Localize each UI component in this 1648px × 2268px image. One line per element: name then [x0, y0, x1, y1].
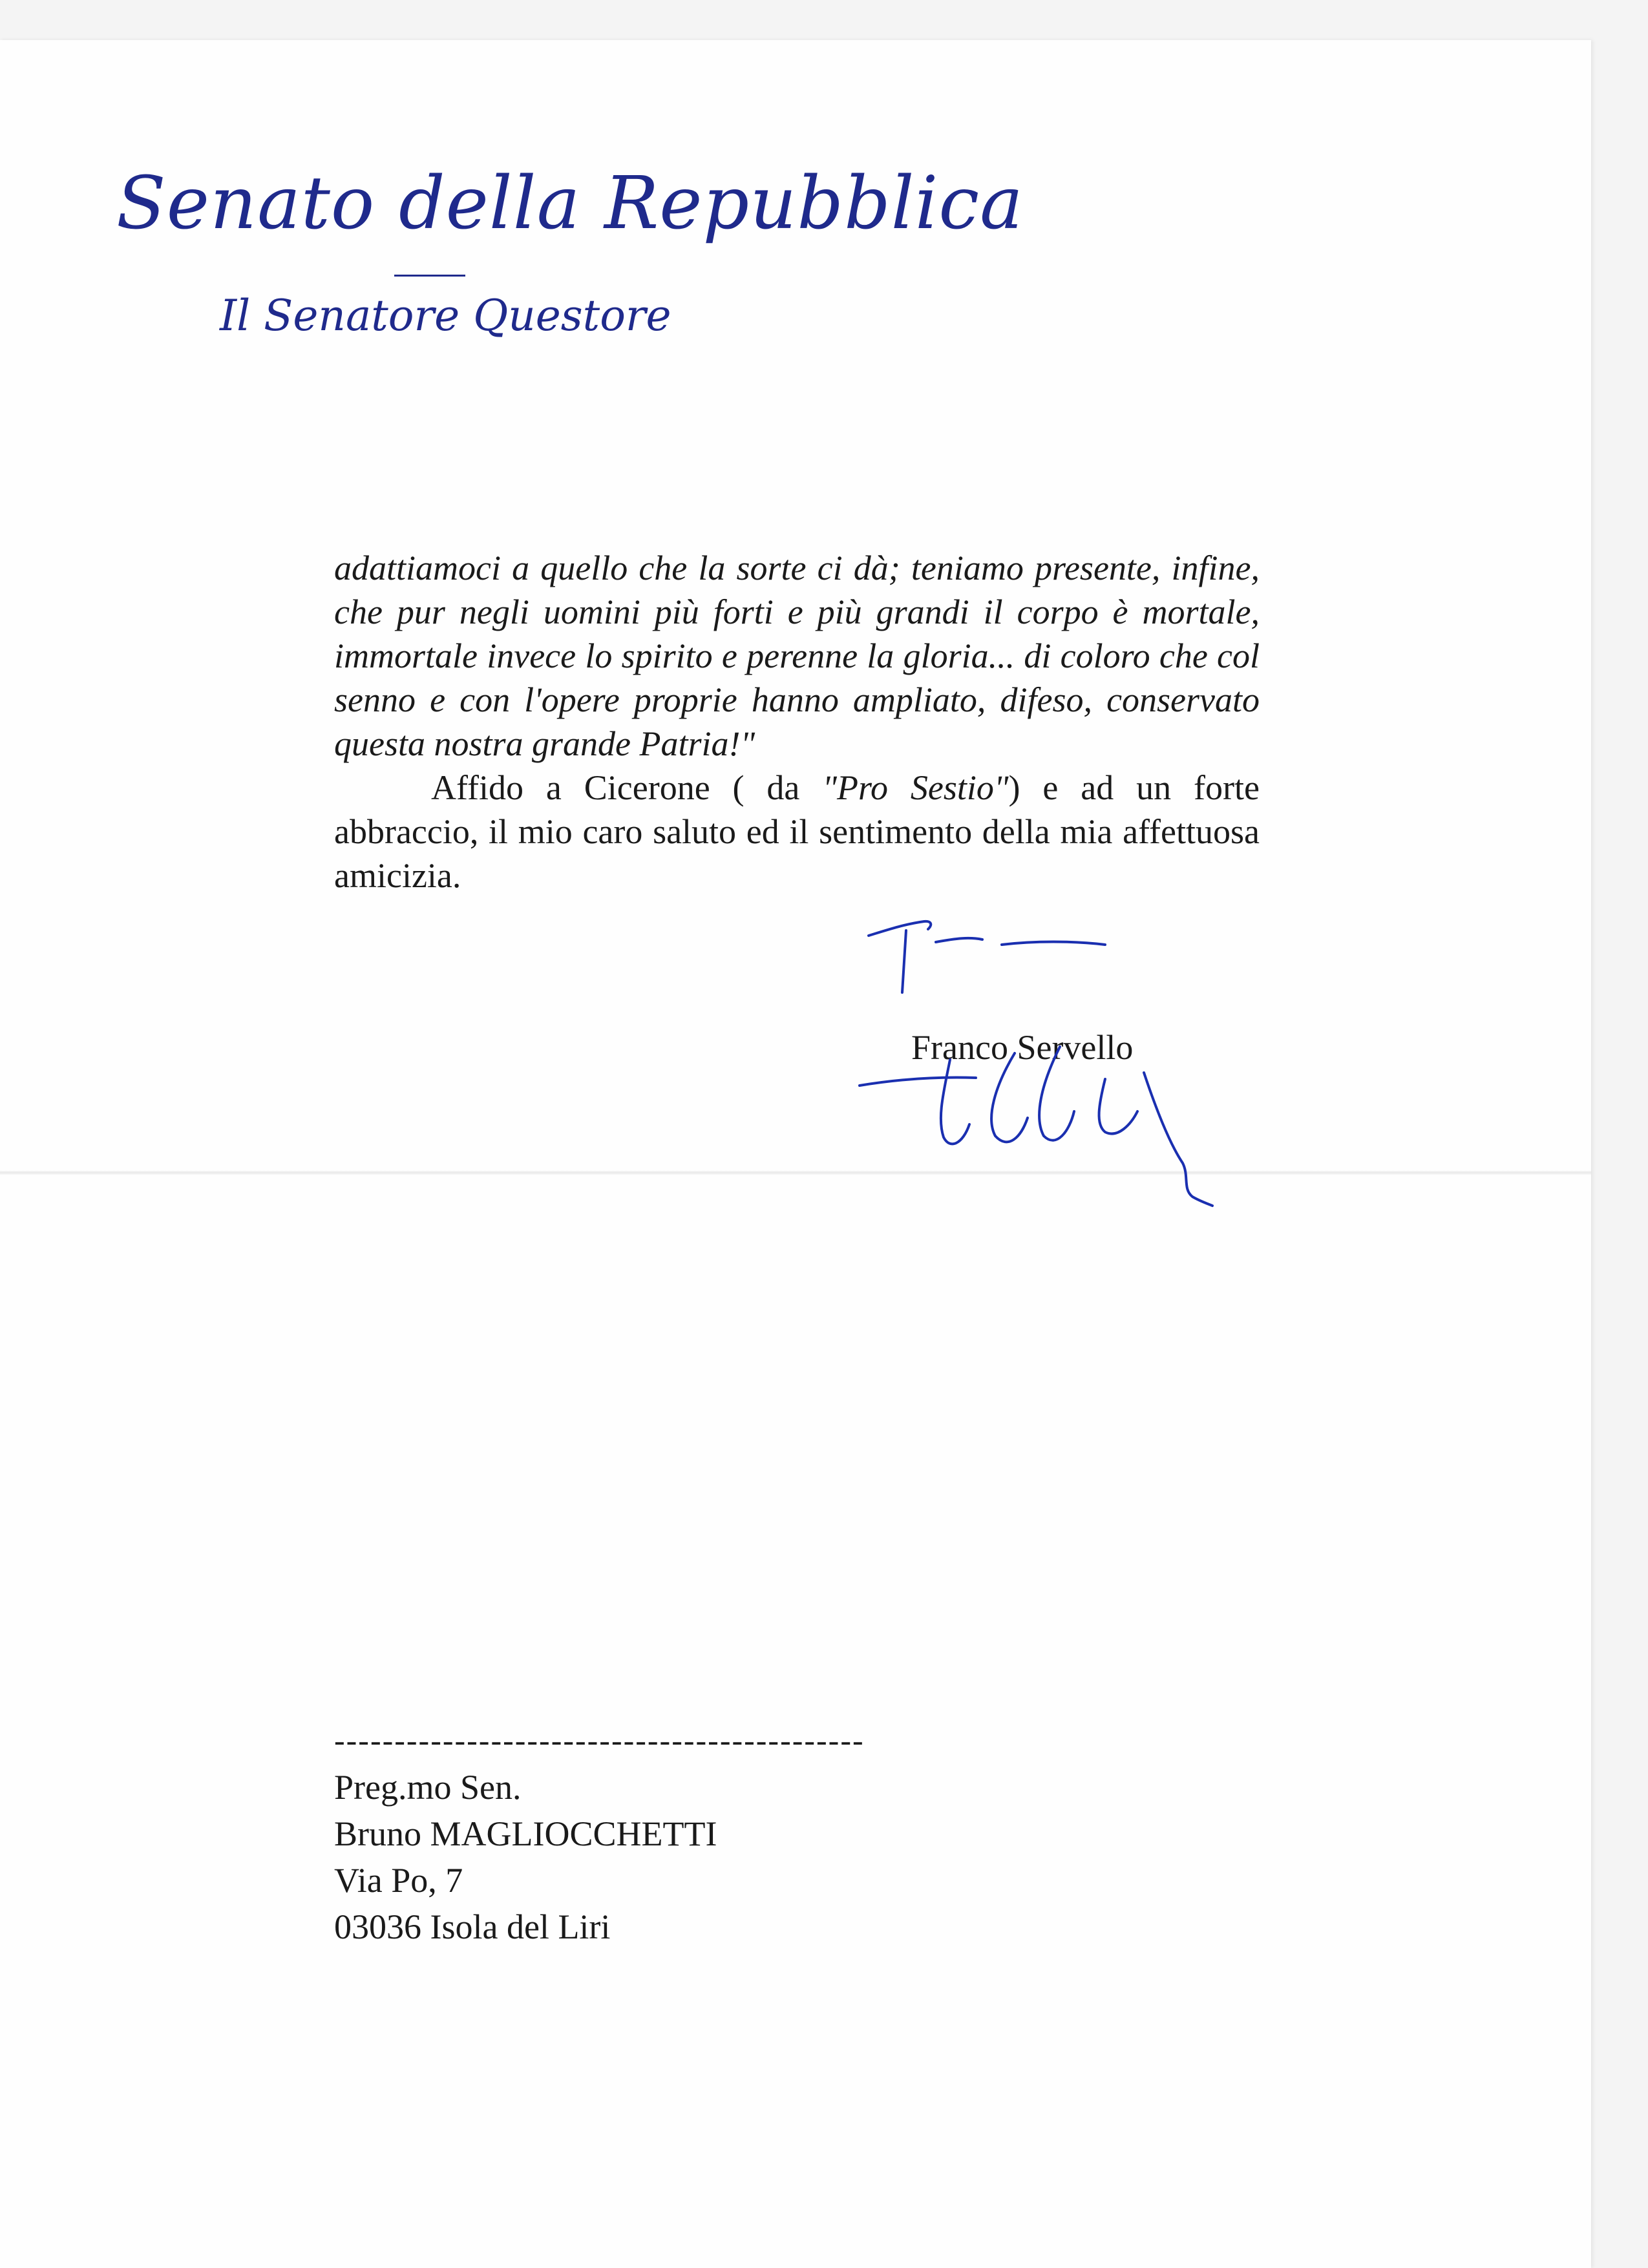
address-divider: -------------------------------------------- [334, 1722, 865, 1758]
signature-initial-mark [866, 905, 1112, 1002]
address-line-street: Via Po, 7 [334, 1861, 463, 1900]
address-line-salutation: Preg.mo Sen. [334, 1768, 522, 1807]
closing-text-end: ) e ad un forte abbraccio, il mio caro saluto ed il sentimento della mia affettuosa amicizia. [334, 768, 1260, 895]
letterhead-office: Il Senatore Questore [220, 291, 671, 341]
address-line-city: 03036 Isola del Liri [334, 1907, 611, 1946]
source-title: "Pro Sestio" [822, 768, 1009, 807]
closing-paragraph [334, 766, 1260, 898]
letter-sheet [0, 40, 1591, 2268]
letter-body [334, 546, 1260, 898]
letterhead-rule [394, 275, 465, 277]
letterhead-institution: Senato della Repubblica [116, 162, 1024, 246]
quote-line: difeso, conservato questa nostra grande Patria!" [334, 680, 1260, 763]
handwritten-signature [847, 1034, 1247, 1215]
closing-text-start: Affido a Cicerone ( da [431, 768, 823, 807]
paper-fold-line [0, 1171, 1591, 1175]
cicero-quote [334, 546, 1260, 766]
quote-line: adattiamoci a quello che la sorte ci dà; teniamo presente, [334, 549, 1161, 587]
recipient-address [334, 1764, 717, 1950]
quote-line: coloro che col senno e con l'opere proprie hanno ampliato, [334, 636, 1260, 719]
quote-line: infine, che pur negli uomini più forti e più grandi il corpo è [334, 549, 1260, 631]
signer-name: Franco Servello [911, 1028, 1134, 1067]
quote-line: mortale, immortale invece lo spirito e perenne la gloria... di [334, 593, 1260, 675]
address-line-name: Bruno MAGLIOCCHETTI [334, 1814, 717, 1853]
